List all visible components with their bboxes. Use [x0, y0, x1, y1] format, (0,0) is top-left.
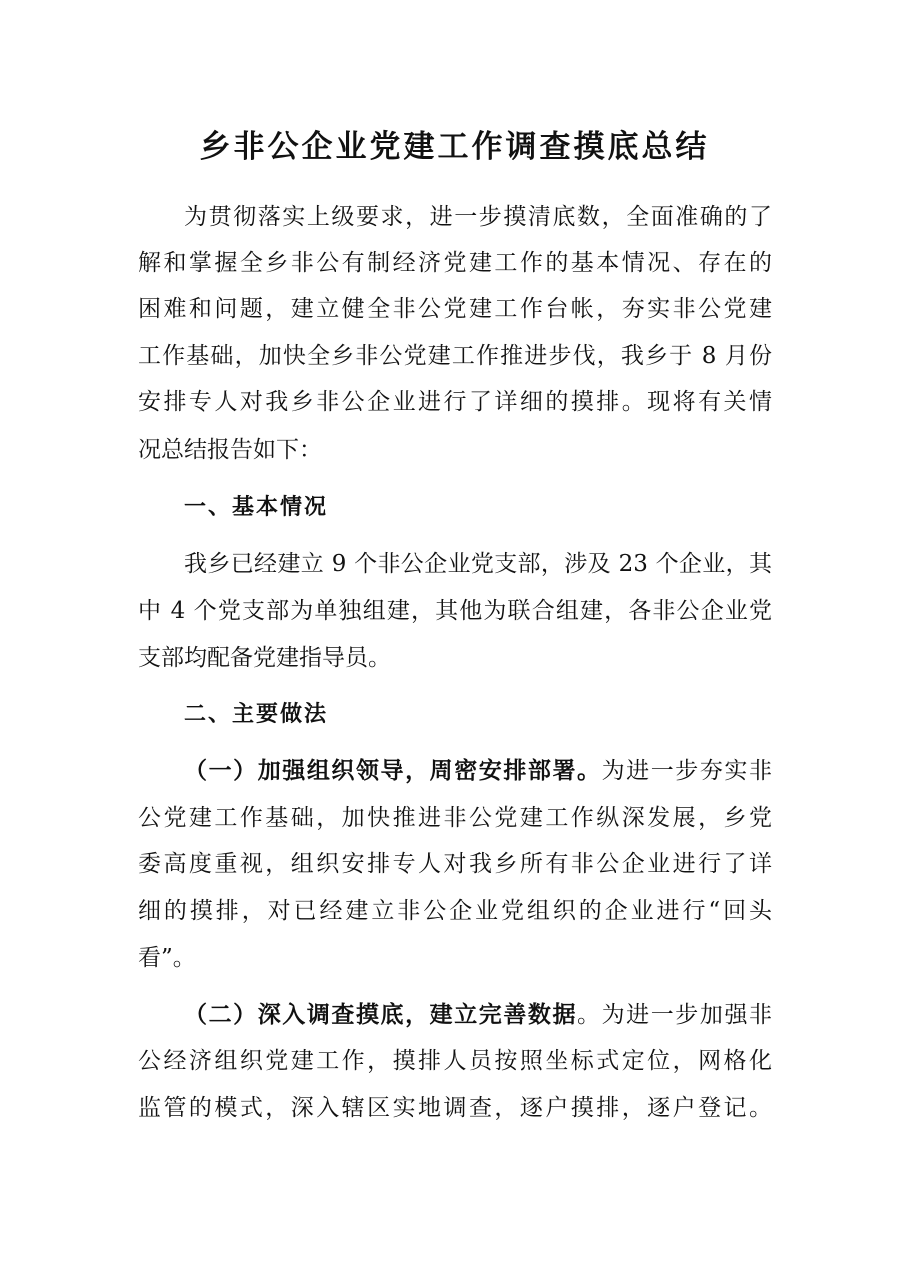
section-heading-methods: 二、主要做法: [184, 702, 329, 727]
section1-line: 我乡已经建立 9 个非公企业党支部，涉及 23 个企业，其: [184, 551, 772, 577]
sub1-line: 公党建工作基础，加快推进非公党建工作纵深发展，乡党: [138, 805, 772, 831]
sub1-first-line: [184, 753, 772, 789]
sub2-first-rest: 。为进一步加强非: [577, 1002, 773, 1028]
sub2-line: 监管的模式，深入辖区实地调查，逐户摸排，逐户登记。: [138, 1095, 772, 1121]
intro-line: 工作基础，加快全乡非公党建工作推进步伐，我乡于 8 月份: [138, 343, 772, 369]
sub1-first-rest: 为进一步夯实非: [601, 758, 773, 784]
section-heading-basic: 一、基本情况: [184, 495, 329, 520]
sub1-line: 委高度重视，组织安排专人对我乡所有非公企业进行了详: [138, 851, 772, 877]
sub2-line: 公经济组织党建工作，摸排人员按照坐标式定位，网格化: [138, 1048, 772, 1074]
sub1-line: 细的摸排，对已经建立非公企业党组织的企业进行“回头: [138, 898, 772, 924]
intro-line: 解和掌握全乡非公有制经济党建工作的基本情况、存在的: [138, 250, 772, 276]
document-title: 乡非公企业党建工作调查摸底总结: [199, 129, 710, 165]
intro-line: 困难和问题，建立健全非公党建工作台帐，夯实非公党建: [138, 296, 772, 322]
intro-line: 况总结报告如下：: [138, 437, 322, 463]
section1-line: 支部均配备党建指导员。: [138, 645, 391, 671]
section1-line: 中 4 个党支部为单独组建，其他为联合组建，各非公企业党: [138, 598, 772, 624]
sub2-lead: （二）深入调查摸底，建立完善数据: [184, 1002, 578, 1028]
sub2-first-line: [184, 997, 772, 1033]
sub1-lead: （一）加强组织领导，周密安排部署。: [184, 758, 602, 784]
intro-line: 为贯彻落实上级要求，进一步摸清底数，全面准确的了: [184, 204, 772, 230]
sub1-line: 看”。: [138, 945, 196, 971]
intro-line: 安排专人对我乡非公企业进行了详细的摸排。现将有关情: [138, 389, 772, 415]
